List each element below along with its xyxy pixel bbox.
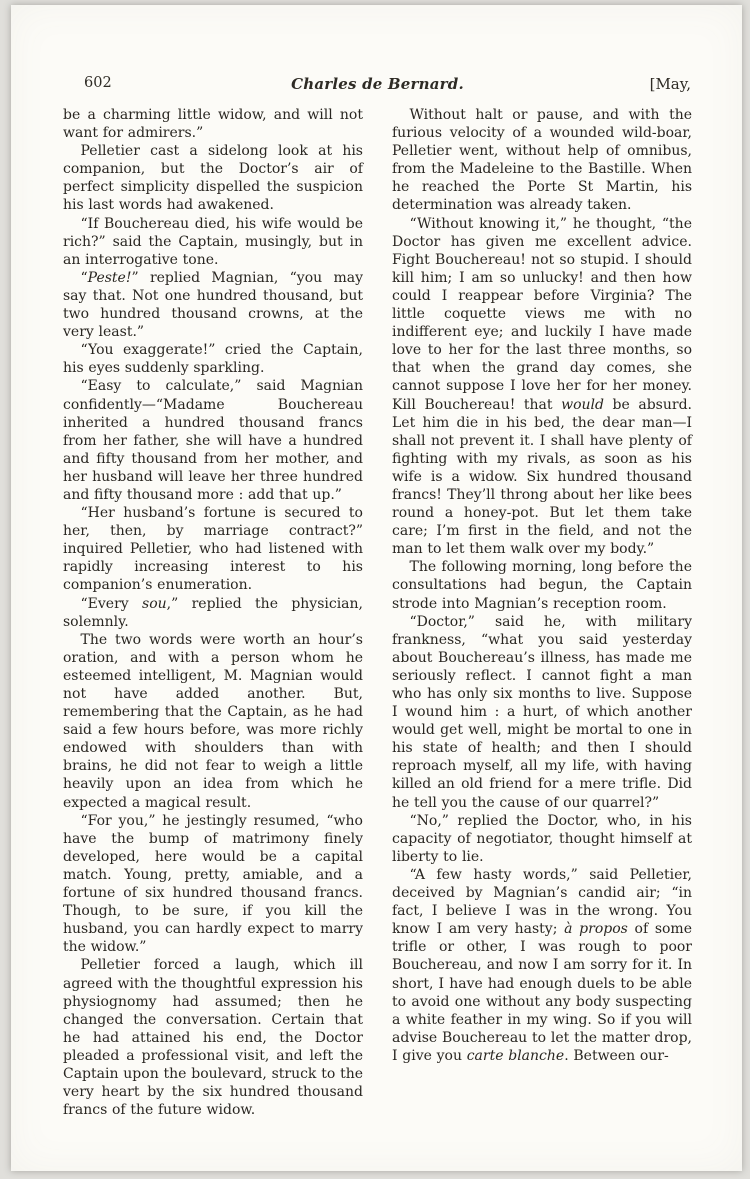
text-run: Without halt or pause, and with the furious velocity of a wounded wild-boar, Pelletier went, without help of omnibus, from the Madeleine to the Bastille. When he reached the Porte St Martin, his determination was already taken. <box>392 107 692 214</box>
paragraph <box>63 504 363 594</box>
text-run: Pelletier forced a laugh, which ill agreed with the thoughtful expression his physiognomy had assumed; then he changed the conversation. Certain that he had attained his end, the Doctor pleaded a professional visit, and left the Captain upon the boulevard, struck to the very heart by the six hundred thousand francs of the future widow. <box>63 957 363 1119</box>
paragraph <box>392 866 692 1065</box>
text-run: “Without knowing it,” he thought, “the Doctor has given me excellent advice. Fight Bouchereau! not so stupid. I should kill him; I am so unlucky! and then how could I reappear before Virginia? The little coquette views me with no indifferent eye; and luckily I have made love to her for the last three months, so that when the grand day comes, she cannot suppose I love her for her money. Kill Bouchereau! that <box>392 215 692 413</box>
italic-text-run: would <box>561 396 604 413</box>
text-run: Pelletier cast a sidelong look at his companion, but the Doctor’s air of perfect simplicity dispelled the suspicion his last words had awakened. <box>63 143 363 214</box>
text-run: “A few hasty words,” said Pelletier, deceived by Magnian’s candid air; “in fact, I believe I was in the wrong. You know I am very hasty; <box>392 866 692 938</box>
scanned-page <box>11 5 742 1171</box>
paragraph <box>392 812 692 866</box>
paragraph <box>392 613 692 812</box>
paragraph <box>392 106 692 215</box>
text-run: “If Bouchereau died, his wife would be rich?” said the Captain, musingly, but in an interrogative tone. <box>63 215 363 268</box>
issue-label: [May, <box>649 75 691 93</box>
paragraph <box>63 812 363 957</box>
text-run: The following morning, long before the consultations had begun, the Captain strode into Magnian’s reception room. <box>392 559 692 612</box>
text-run: “For you,” he jestingly resumed, “who have the bump of matrimony finely developed, here would be a capital match. Young, pretty, amiable, and a fortune of six hundred thousand francs. Though, to be sure, if you kill the husband, you can hardly expect to marry the widow.” <box>63 812 363 956</box>
text-column-right <box>392 106 692 1119</box>
page-header <box>63 75 692 97</box>
paragraph <box>63 269 363 341</box>
italic-text-run: carte blanche <box>466 1047 565 1064</box>
text-run: “Easy to calculate,” said Magnian confidently—“Madame Bouchereau inherited a hundred thousand francs from her father, she will have a hundred and fifty thousand from her mother, and her husband will leave her three hundred and fifty thousand more : add that up.” <box>63 378 363 503</box>
text-run: “Doctor,” said he, with military frankness, “what you said yesterday about Bouchereau’s illness, has made me seriously reflect. I cannot fight a man who has only six months to live. Suppose I wound him : a hurt, of which another would get well, might be mortal to one in his state of health; and then I should reproach myself, all my life, with having killed an old friend for a mere trifle. Did he tell you the cause of our quarrel?” <box>392 613 692 811</box>
text-run: “You exaggerate!” cried the Captain, his eyes suddenly sparkling. <box>63 342 363 377</box>
paragraph <box>63 341 363 377</box>
paragraph <box>63 377 363 504</box>
text-run: The two words were worth an hour’s oration, and with a person whom he esteemed intelligent, M. Magnian would not have added another. But, remembering that the Captain, as he had said a few hours before, was more richly endowed with shoulders than with brains, he did not fear to weigh a little heavily upon an idea from which he expected a magical result. <box>63 631 363 811</box>
text-run: be a charming little widow, and will not want for admirers.” <box>63 107 363 142</box>
text-run: ,” replied the physician, solemnly. <box>63 595 363 630</box>
italic-text-run: Peste! <box>87 269 132 286</box>
paragraph <box>63 631 363 812</box>
paragraph <box>63 595 363 631</box>
text-run: “ <box>80 269 88 286</box>
text-run: be absurd. Let him die in his bed, the dear man—I shall not prevent it. I shall have plenty of fighting with my rivals, as soon as his wife is a widow. Six hundred thousand francs! They’ll throng about her like bees round a honey-pot. But let them take care; I’m first in the field, and not the man to let them walk over my body.” <box>392 396 692 558</box>
paragraph <box>392 558 692 612</box>
page-number: 602 <box>84 75 112 91</box>
text-column-left <box>63 106 363 1119</box>
text-run: ” replied Magnian, “you may say that. Not one hundred thousand, but two hundred thousand crowns, at the very least.” <box>63 269 363 341</box>
italic-text-run: à propos <box>564 921 628 938</box>
paragraph <box>63 956 363 1119</box>
italic-text-run: sou <box>142 595 167 612</box>
text-run: of some trifle or other, I was rough to poor Bouchereau, and now I am sorry for it. In short, I have had enough duels to be able to avoid one without any body suspecting a white feather in my wing. So if you will advise Bouchereau to let the matter drop, I give you <box>392 921 692 1064</box>
paragraph <box>63 215 363 269</box>
text-run: “No,” replied the Doctor, who, in his capacity of negotiator, thought himself at liberty to lie. <box>392 812 692 865</box>
paragraph <box>63 142 363 214</box>
paragraph <box>63 106 363 142</box>
text-run: “Every <box>80 595 143 612</box>
text-run: “Her husband’s fortune is secured to her, then, by marriage contract?” inquired Pelletier, who had listened with rapidly increasing interest to his companion’s enumeration. <box>63 505 363 594</box>
running-title: Charles de Bernard. <box>291 75 464 93</box>
paragraph <box>392 215 692 559</box>
text-run: . Between our- <box>564 1047 669 1064</box>
text-columns <box>63 106 692 1119</box>
